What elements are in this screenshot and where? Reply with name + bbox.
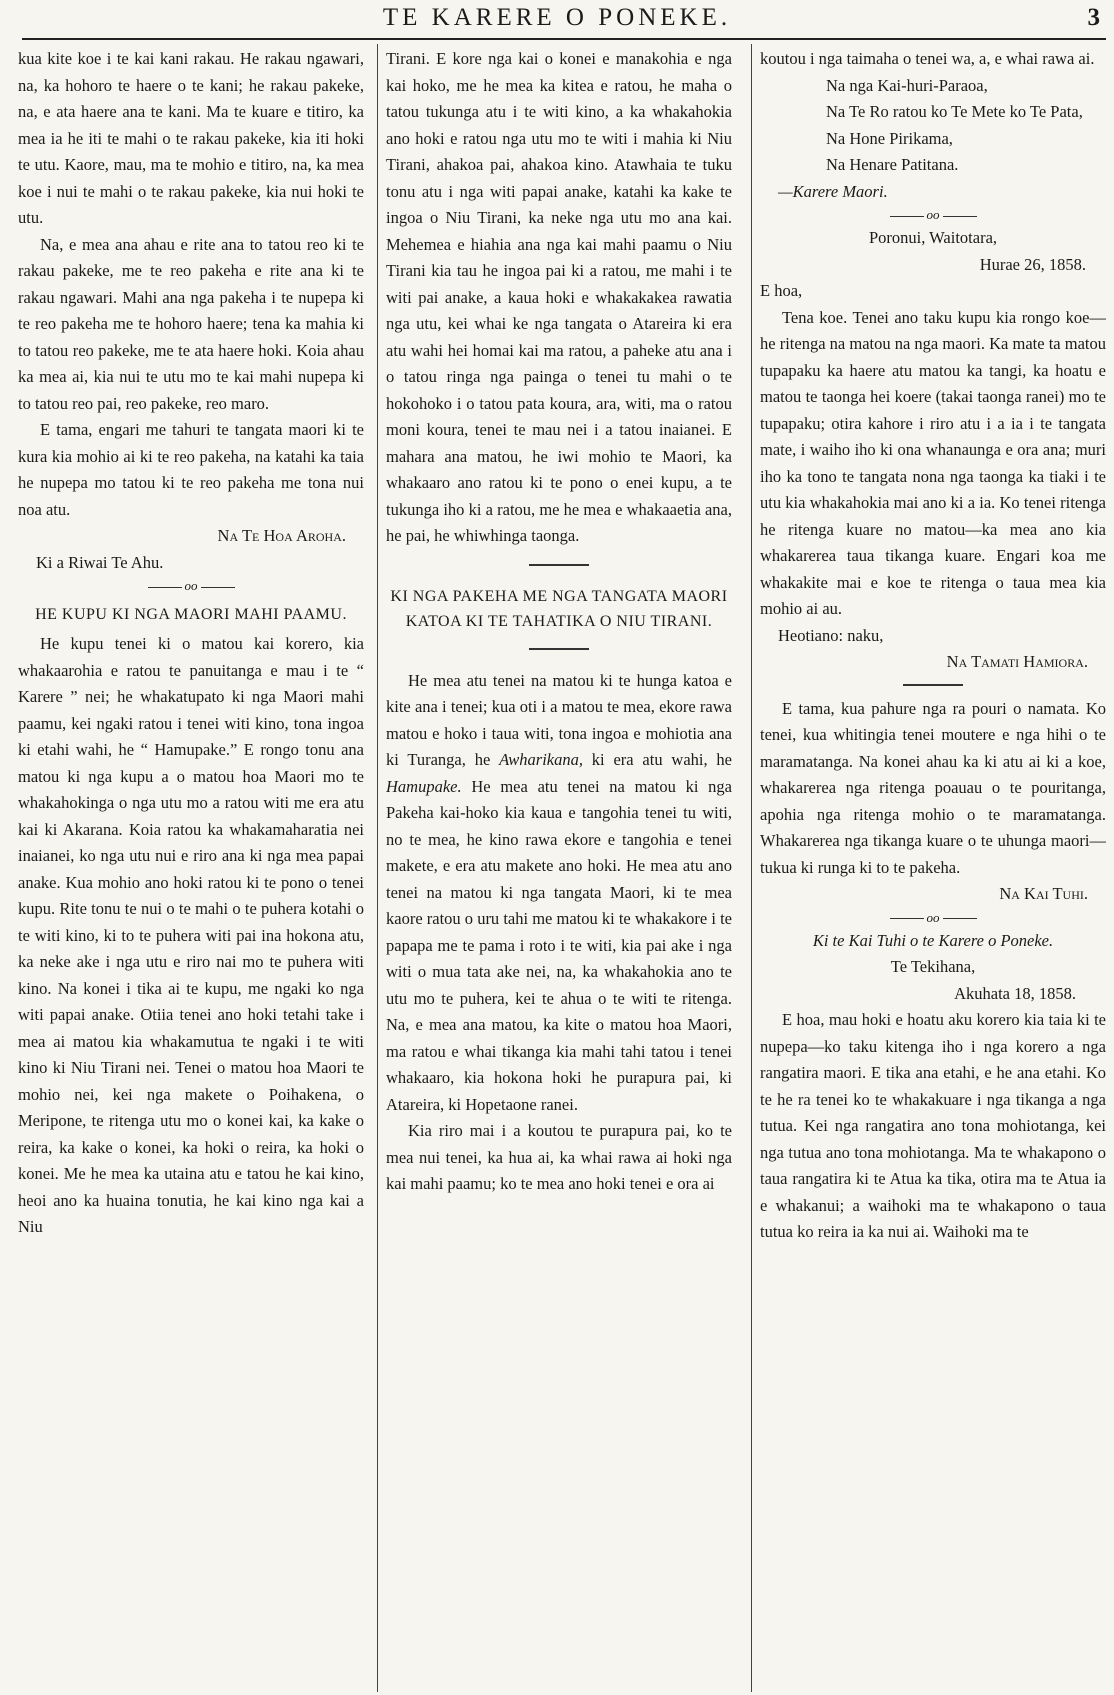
text-run: ki era atu wahi, he bbox=[582, 750, 732, 769]
col2-paragraph-1: Tirani. E kore nga kai o konei e manakohia e nga kai hoko, me he mea ka kitea e ratou, he maha o tatou tukunga atu i te witi kino, a ka whakahokia ano hoki e ratou nga utu mo te witi i mahia ki Niu Tirani, ahakoa pai, ahakoa kino. Atawhaia te tuku tonu atu i nga witi papai anake, katahi ka kake te ingoa o Niu Tirani, ka neke nga utu mo ana kai. Mehemea e hiahia ana nga kai mahi paamu o Niu Tirani kia tau he ingoa pai ki a ratou, me mahi i te witi pai anake, a kaua hoki e whakakakea rawatia nga utu, kei whai ke nga tangata o Atareira ki era atu wahi hei homai kai ma ratou, a paheke atu ana i o tatou ringa nga painga o tenei tu mahi o te hokohoko i o tatou pata koura, ara, witi, ma o ratou moni koura, tenei te mau nei i a tatou inaianei. E mahara ana matou, he iwi mohio te Maori, ka whakaaro ano ratou ki te pono o enei kupu, a te tukunga iho ki a ratou, me he mea e whakaaetia ana, he pai, he whiwhinga taonga. bbox=[386, 49, 732, 545]
separator-mark: oo bbox=[926, 207, 940, 222]
separator-mark: oo bbox=[184, 578, 198, 593]
col3-paragraph-2: Tena koe. Tenei ano taku kupu kia rongo koe—he ritenga na matou na nga maori. Ka mate ta matou tupapaku ka haere atu matou ka tangi, ka hoatu e matou te taonga hei koere (takai taonga ranei) mo te tupapaku; otira kahore i riro atu i a ia i te tangata mate, i waiho iho ki ona whanaunga e ora ana; muri iho ka tono te tangata nona nga taonga ka tiaki i te utu kia whakahokia mai ano ki a ia. Ko tenei ritenga he ritenga kuare no matou—ka mea ano kia whakarerea taua tikanga kuare. Engari koa me whakakite mai e koe te ritenga o taua mea kia mohio ai au. bbox=[760, 307, 1106, 618]
italic-term-awharikana: Awharikana, bbox=[499, 750, 583, 769]
signatory-line: Na nga Kai-huri-Paraoa, bbox=[826, 75, 988, 95]
short-rule bbox=[529, 648, 589, 650]
col1-paragraph-3: E tama, engari me tahuri te tangata maori ki te kura kia mohio ai ki te reo pakeha, na katahi ka taia he nupepa mo tatou ki te reo pakeha me tona nui noa atu. bbox=[18, 420, 364, 519]
signature-tamati-hamiora: Na Tamati Hamiora. bbox=[946, 652, 1088, 671]
letter-date-2: Akuhata 18, 1858. bbox=[954, 983, 1076, 1003]
page-number: 3 bbox=[1087, 4, 1100, 31]
letter-greeting: E hoa, bbox=[760, 281, 803, 300]
letter-date: Hurae 26, 1858. bbox=[979, 254, 1086, 274]
col1-paragraph-2: Na, e mea ana ahau e rite ana to tatou reo ki te rakau pakeke, me te reo pakeha e rite ana ki te rakau ngawari. Mahi ana nga pakeha i te nupepa ki te reo pakeha me te hohoro haere; tena ka mahia ki to tatou reo pakeke, me te ata haere hoki. Koia ahau ka mea ai, kia nui te utu mo te kai mahi nupepa ki to tatou reo pai, reo pakeke, reo maro. bbox=[18, 234, 364, 413]
masthead bbox=[0, 2, 1114, 38]
column-2 bbox=[386, 46, 732, 1690]
addressee-kai-tuhi: Ki te Kai Tuhi o te Karere o Poneke. bbox=[812, 930, 1054, 950]
col3-paragraph-4: E hoa, mau hoki e hoatu aku korero kia taia ki te nupepa—ko taku kitenga iho i nga korero a nga rangatira maori. E tika ana etahi, e he ana etahi. Ko te he ra tenei ko te whakakuare i nga tikanga a nga tutua. Kei nga rangatira ano tona mohiotanga, kei nga tutua ano tona mohiotanga. Ma te whakapono o taua rangatira ki te Atua ka tika, otira ma te Atua ia e whakanui; a waihoki ma te whakapono o taua tutua ko reira ia ka nui ai. Waihoki ma te bbox=[760, 1010, 1106, 1241]
section-separator bbox=[760, 908, 1106, 928]
section-separator bbox=[760, 205, 1106, 225]
italic-term-hamupake: Hamupake. bbox=[386, 776, 462, 796]
masthead-rule bbox=[22, 38, 1106, 40]
signature-kai-tuhi: Na Kai Tuhi. bbox=[999, 884, 1088, 903]
letter-place: Poronui, Waitotara, bbox=[868, 228, 998, 247]
col2-paragraph-2 bbox=[386, 668, 732, 1119]
signatory-line: Na Te Ro ratou ko Te Mete ko Te Pata, bbox=[826, 102, 1083, 121]
separator-mark: oo bbox=[926, 909, 940, 925]
source-karere-maori: —Karere Maori. bbox=[778, 181, 888, 201]
short-rule bbox=[903, 684, 963, 686]
col1-paragraph-4: He kupu tenei ki o matou kai korero, kia whakaarohia e ratou te panuitanga e mau i te “ Karere ” nei; he whakatupato ki nga Maori mahi paamu, kei ngaki ratou i tenei witi kino, tona ingoa ki etahi wahi, he “ Hamupake.” E rongo tonu ana matou ki nga kupu a o matou hoa Maori mo te whakahokinga o nga utu mo a ratou witi me era atu kai ki Akarana. Koia ratou ka whakamaharatia nei inaianei, ko nga utu nui e riro ana ki nga mea papai anake. Kua mohio ano hoki ratou ki te pono o tenei kupu. Rite tonu te nui o te mahi o te puhera kotahi o te witi kino, ki to te puhera witi pai ina hokona atu, ka neke ake i nga utu e riro nai mo te puhera witi kino. Na konei i tika ai te kupu, me ngaki ko nga witi papai anake. Otiia tenei ano hoki tetahi take i mea ai matou kia whakamutua te ngaki i te witi kino ki Niu Tirani nei. Tenei o matou hoa Maori te mohio nei, kei nga makete o Poihakena, o Meripone, te ritenga utu mo o konei kai, ka kake o reira, ka kake o konei, ka hoki o reira, ka hoki o konei. Me he mea ka utaina atu e tatou he kai kino, heoi ano ka huaina tonutia, he kai kino nga kai a Niu bbox=[18, 634, 364, 1236]
col2-paragraph-3: Kia riro mai i a koutou te purapura pai, ko te mea nui tenei, ka hua ai, ka whai rawa ai hoki nga kai mahi paamu; ko te mea ano hoki tenei e ora ai bbox=[386, 1121, 732, 1193]
letter-closing: Heotiano: naku, bbox=[778, 625, 884, 645]
heading-nga-pakeha: KI NGA PAKEHA ME NGA TANGATA MAORI KATOA KI TE TAHATIKA O NIU TIRANI. bbox=[390, 587, 728, 630]
masthead-title: TE KARERE O PONEKE. bbox=[382, 4, 732, 31]
text-run: He mea atu tenei na matou ki te hunga katoa e kite ana i tenei; kua oti i a matou te mea, ekore rawa matou e hoko i taua witi, tona ingoa e mohiotia ana ki Turanga, he bbox=[386, 670, 732, 769]
column-1 bbox=[18, 46, 364, 1690]
column-divider-2 bbox=[751, 44, 752, 1692]
addressee-riwai: Ki a Riwai Te Ahu. bbox=[36, 552, 164, 572]
short-rule bbox=[529, 564, 589, 566]
heading-maori-mahi-paamu: HE KUPU KI NGA MAORI MAHI PAAMU. bbox=[35, 606, 347, 623]
signature-te-hoa-aroha: Na Te Hoa Aroha. bbox=[217, 526, 346, 545]
letter-place-2: Te Tekihana, bbox=[890, 957, 976, 976]
column-3 bbox=[760, 46, 1106, 1690]
signatory-line: Na Hone Pirikama, bbox=[826, 128, 953, 148]
col1-paragraph-1: kua kite koe i te kai kani rakau. He rakau ngawari, na, ka hohoro te haere o te kani; he rakau pakeke, na, e ata haere ana te kani. Ma te kuare e titiro, ka mea ia he iti te mahi o te rakau pakeke, kia iti hoki te utu. Kaore, mau, ma te mohio e titiro, na, ka mea koe i nui te mahi o te rakau pakeke, kia nui hoki te utu. bbox=[18, 49, 364, 227]
column-divider-1 bbox=[377, 44, 378, 1692]
signatory-line: Na Henare Patitana. bbox=[826, 155, 959, 174]
section-separator bbox=[18, 576, 364, 596]
col3-paragraph-3: E tama, kua pahure nga ra pouri o namata. Ko tenei, kua whitingia tenei moutere e nga hihi o te maramatanga. Na konei ahau ka ki atu ai ki a koe, whakarerea nga ritenga poauau o te pouritanga, apohia nga ritenga mohio o te maramatanga. Whakarerea nga tikanga kuare o te uhunga maori—tukua ki runga ki to te pakeha. bbox=[760, 698, 1106, 877]
col3-paragraph-1: koutou i nga taimaha o tenei wa, a, e whai rawa ai. bbox=[760, 49, 1095, 68]
text-run: He mea atu tenei na matou ki nga Pakeha kai-hoko kia kaua e tangohia tenei tu witi, no te mea, he kino rawa ekore e tangohia e tenei makete, e era atu makete ano hoki. He mea atu ano tenei na matou ki nga tangata Maori, ki te mea kaore ratou o uru tahi me matou ki te whakakore i te papapa me te pama i roto i te witi, kia pai ake i nga witi o mua tata ake nei, na, ka whakahokia ano te utu mo te puhera, kei te ahua o te witi te ritenga. Na, e mea ana matou, ka kite o matou hoa Maori, ma ratou e whai tikanga kia mahi tahi tatou i tenei whakaaro, kia hokona hoki he purapura pai, ki Atareira, ki Hopetaone ranei. bbox=[386, 776, 732, 1114]
